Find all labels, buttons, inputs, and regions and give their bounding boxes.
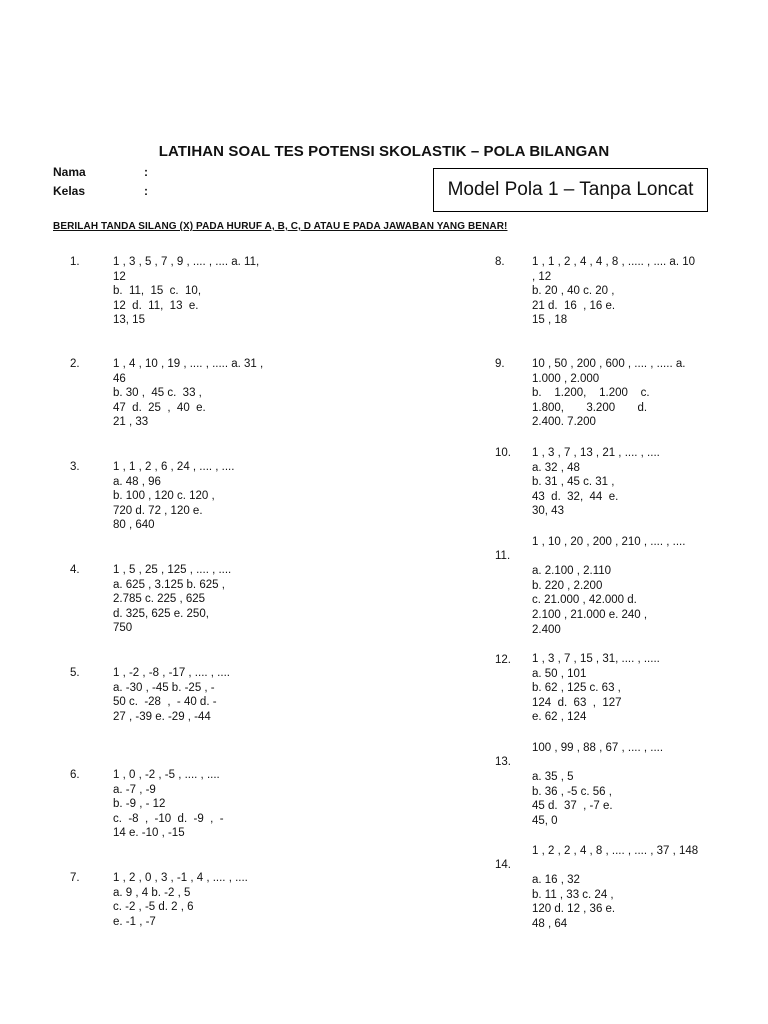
nama-label: Nama	[53, 165, 86, 179]
question-body	[532, 255, 695, 328]
question-line: 12	[113, 270, 126, 283]
question-number: 1.	[70, 256, 80, 268]
question-line: a. 32 , 48	[532, 461, 580, 474]
question-line: 124 d. 63 , 127	[532, 696, 622, 709]
question-line: 120 d. 12 , 36 e.	[532, 903, 616, 916]
question-line: b. 11 , 33 c. 24 ,	[532, 888, 614, 901]
question-line: b. 1.200, 1.200 c.	[532, 387, 650, 400]
question-line: c. -8 , -10 d. -9 , -	[113, 812, 224, 825]
question-line: 1 , 3 , 7 , 15 , 31, .... , .....	[532, 653, 660, 665]
kelas-colon: :	[144, 184, 148, 198]
question-body	[532, 844, 698, 932]
question-number: 12.	[495, 654, 511, 666]
question-line: 100 , 99 , 88 , 67 , .... , ....	[532, 742, 664, 754]
kelas-label: Kelas	[53, 184, 86, 198]
question-line	[532, 756, 663, 771]
question-line: 1 , 5 , 25 , 125 , .... , ....	[113, 564, 232, 576]
question-line: b. -9 , - 12	[113, 798, 166, 811]
question-body	[532, 446, 660, 519]
question-body	[113, 357, 263, 430]
question-line: 720 d. 72 , 120 e.	[113, 504, 203, 517]
question-line: 13, 15	[113, 314, 145, 327]
question-line: 1 , 3 , 5 , 7 , 9 , .... , .... a. 11,	[113, 256, 260, 268]
question-line: 15 , 18	[532, 314, 568, 327]
question-line: 1 , 1 , 2 , 4 , 4 , 8 , ..... , .... a. 10	[532, 256, 695, 268]
question-line: 1 , 1 , 2 , 6 , 24 , .... , ....	[113, 461, 235, 473]
question-line: , 12	[532, 270, 552, 283]
question-line: 2.785 c. 225 , 625	[113, 593, 206, 606]
question-line	[532, 550, 685, 565]
question-line: 30, 43	[532, 505, 564, 518]
question-line: 43 d. 32, 44 e.	[532, 490, 619, 503]
question-line: 750	[113, 622, 133, 635]
question-line: 1 , 2 , 2 , 4 , 8 , .... , .... , 37 , 148	[532, 845, 699, 857]
question-line: b. 62 , 125 c. 63 ,	[532, 682, 621, 695]
question-number: 10.	[495, 447, 511, 459]
question-line: a. -7 , -9	[113, 783, 156, 796]
question-number: 4.	[70, 564, 80, 576]
question-line: 14 e. -10 , -15	[113, 827, 185, 840]
question-line: 21 d. 16 , 16 e.	[532, 299, 616, 312]
question-line: 27 , -39 e. -29 , -44	[113, 710, 211, 723]
question-line: b. 31 , 45 c. 31 ,	[532, 476, 615, 489]
question-line: 1 , 4 , 10 , 19 , .... , ..... a. 31 ,	[113, 358, 264, 370]
nama-colon: :	[144, 165, 148, 179]
question-line: c. 21.000 , 42.000 d.	[532, 594, 637, 607]
question-line: 1 , 0 , -2 , -5 , .... , ....	[113, 769, 220, 781]
question-line: e. -1 , -7	[113, 915, 156, 928]
question-body	[532, 652, 660, 725]
question-body	[113, 563, 231, 636]
question-body	[532, 357, 685, 430]
model-pola-label: Model Pola 1 – Tanpa Loncat	[447, 179, 694, 200]
question-line: c. -2 , -5 d. 2 , 6	[113, 901, 194, 914]
question-body	[113, 666, 230, 724]
question-line: b. 20 , 40 c. 20 ,	[532, 285, 615, 298]
question-number: 7.	[70, 872, 80, 884]
question-line: 45 d. 37 , -7 e.	[532, 800, 613, 813]
question-number: 9.	[495, 358, 505, 370]
question-line: a. 625 , 3.125 b. 625 ,	[113, 578, 225, 591]
question-line: a. 50 , 101	[532, 667, 587, 680]
question-line: d. 325, 625 e. 250,	[113, 607, 209, 620]
question-line: a. 16 , 32	[532, 874, 580, 887]
question-line: 10 , 50 , 200 , 600 , .... , ..... a.	[532, 358, 686, 370]
question-line: 48 , 64	[532, 917, 568, 930]
question-line: 50 c. -28 , - 40 d. -	[113, 696, 217, 709]
page-title: LATIHAN SOAL TES POTENSI SKOLASTIK – POLA BILANGAN	[158, 143, 610, 160]
question-line: b. 36 , -5 c. 56 ,	[532, 785, 612, 798]
question-number: 5.	[70, 667, 80, 679]
question-line: 46	[113, 372, 126, 385]
question-line	[532, 859, 698, 874]
question-number: 13.	[495, 756, 511, 768]
question-line: 2.100 , 21.000 e. 240 ,	[532, 608, 648, 621]
question-line: a. 35 , 5	[532, 771, 574, 784]
question-line: 2.400	[532, 623, 561, 636]
question-line: a. 9 , 4 b. -2 , 5	[113, 886, 191, 899]
question-line: a. 2.100 , 2.110	[532, 565, 612, 578]
question-line: 1 , 3 , 7 , 13 , 21 , .... , ....	[532, 447, 660, 459]
question-body	[113, 255, 259, 328]
question-number: 2.	[70, 358, 80, 370]
question-body	[113, 871, 248, 929]
question-line: 1.000 , 2.000	[532, 372, 600, 385]
question-line: 12 d. 11, 13 e.	[113, 299, 199, 312]
question-line: a. 48 , 96	[113, 475, 161, 488]
question-line: 1 , 2 , 0 , 3 , -1 , 4 , .... , ....	[113, 872, 248, 884]
question-body	[113, 460, 234, 533]
question-number: 11.	[495, 550, 511, 562]
question-number: 6.	[70, 769, 80, 781]
question-body	[532, 741, 663, 829]
question-body	[113, 768, 224, 841]
question-number: 8.	[495, 256, 505, 268]
question-number: 3.	[70, 461, 80, 473]
model-pola-box	[433, 168, 708, 212]
question-line: b. 220 , 2.200	[532, 579, 603, 592]
question-line: 2.400. 7.200	[532, 416, 596, 429]
question-line: 45, 0	[532, 814, 558, 827]
question-line: e. 62 , 124	[532, 711, 587, 724]
question-line: 1.800, 3.200 d.	[532, 401, 648, 414]
question-line: 47 d. 25 , 40 e.	[113, 401, 206, 414]
question-line: 1 , 10 , 20 , 200 , 210 , .... , ....	[532, 536, 686, 548]
question-line: b. 11, 15 c. 10,	[113, 285, 202, 298]
question-body	[532, 535, 685, 637]
question-line: 80 , 640	[113, 519, 155, 532]
question-line: b. 30 , 45 c. 33 ,	[113, 387, 202, 400]
question-line: b. 100 , 120 c. 120 ,	[113, 490, 215, 503]
question-number: 14.	[495, 859, 511, 871]
question-line: a. -30 , -45 b. -25 , -	[113, 681, 215, 694]
instruction: BERILAH TANDA SILANG (X) PADA HURUF A, B, C, D ATAU E PADA JAWABAN YANG BENAR!	[53, 221, 508, 232]
question-line: 21 , 33	[113, 416, 149, 429]
question-line: 1 , -2 , -8 , -17 , .... , ....	[113, 667, 230, 679]
